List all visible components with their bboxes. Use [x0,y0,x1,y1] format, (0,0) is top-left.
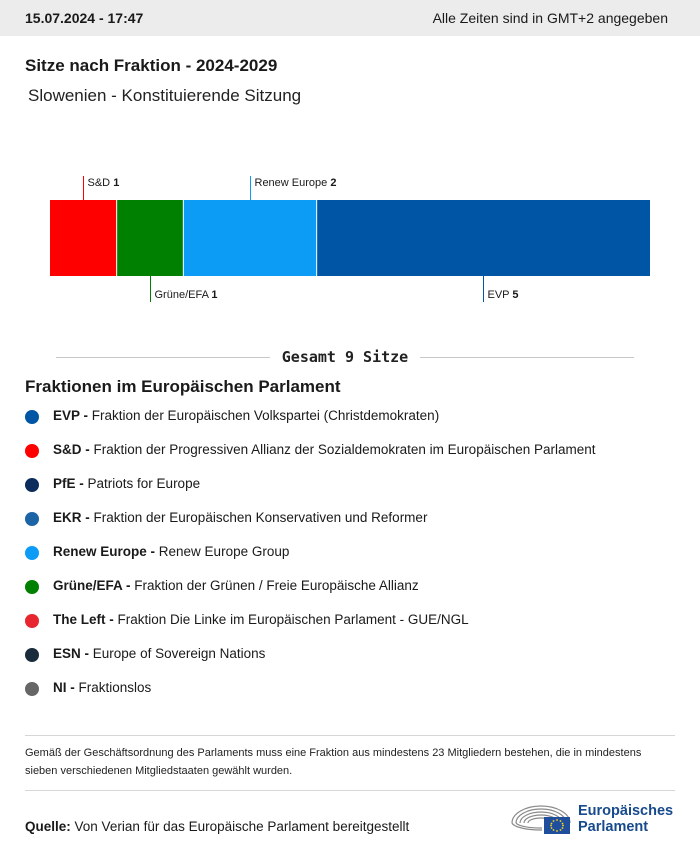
legend-name: Patriots for Europe [87,476,201,491]
legend-item [25,610,685,644]
legend-abbr: EVP - [53,408,89,423]
logo-line-1: Europäisches [578,803,674,819]
bar-segment [50,200,117,276]
legend-color-dot [25,410,39,424]
legend-color-dot [25,512,39,526]
legend-text [53,440,596,460]
legend-name: Fraktion der Grünen / Freie Europäische Allianz [134,578,419,593]
bar-label [88,177,120,189]
total-seats [56,346,634,368]
legend-color-dot [25,614,39,628]
total-divider-left [56,357,270,358]
logo-line-2: Parlament [578,819,649,835]
legend-name: Fraktionslos [78,680,152,695]
bar-label-value: 2 [330,177,337,189]
bar-segment [183,200,316,276]
legend-text [53,576,419,596]
bar-label-name: Renew Europe [254,177,331,189]
legend-title: Fraktionen im Europäischen Parlament [25,377,341,396]
legend-abbr: The Left - [53,612,114,627]
page-subtitle: Slowenien - Konstituierende Sitzung [28,86,302,105]
legend-text [53,474,200,494]
source-text: Von Verian für das Europäische Parlament bereitgestellt [74,819,410,834]
legend-color-dot [25,648,39,662]
european-parliament-logo [508,797,678,837]
legend-name: Fraktion der Europäischen Volkspartei (Christdemokraten) [91,408,440,423]
bar-label-value: 1 [113,177,120,189]
bar-segment [317,200,650,276]
source-label: Quelle: [25,819,71,834]
legend-name: Fraktion der Progressiven Allianz der Sozialdemokraten im Europäischen Parlament [93,442,596,457]
seat-bar-chart [0,160,700,320]
legend-text [53,644,265,664]
legend-text [53,542,289,562]
legend-color-dot [25,580,39,594]
total-divider-right [420,357,634,358]
bar-label-name: S&D [87,177,114,189]
page-title: Sitze nach Fraktion - 2024-2029 [25,56,278,75]
legend-text [53,508,427,528]
legend-item [25,678,685,712]
legend-name: Fraktion Die Linke im Europäischen Parlament - GUE/NGL [117,612,469,627]
legend-item [25,508,685,542]
legend-color-dot [25,444,39,458]
legend-text [53,406,439,426]
legend-item [25,644,685,678]
bar-label [255,177,337,189]
legend-name: Fraktion der Europäischen Konservativen und Reformer [93,510,428,525]
legend-abbr: Grüne/EFA - [53,578,131,593]
legend-item [25,440,685,474]
top-bar [0,0,700,36]
legend-name: Renew Europe Group [158,544,290,559]
bar-label-value: 1 [211,289,218,301]
legend-list [25,406,685,712]
timestamp: 15.07.2024 - 17:47 [25,10,144,26]
legend-color-dot [25,682,39,696]
timezone-note: Alle Zeiten sind in GMT+2 angegeben [432,10,668,26]
legend-item [25,406,685,440]
legend-item [25,576,685,610]
legend-abbr: PfE - [53,476,84,491]
source-line [25,819,409,834]
legend-text [53,610,469,630]
legend-color-dot [25,478,39,492]
bar-label [488,289,519,301]
total-seats-label: Gesamt 9 Sitze [281,348,409,366]
legend-color-dot [25,546,39,560]
bar-segment [117,200,184,276]
legend-item [25,474,685,508]
bar-label-name: EVP [487,289,513,301]
legend-abbr: EKR - [53,510,90,525]
legend-abbr: NI - [53,680,75,695]
legend-abbr: Renew Europe - [53,544,156,559]
legend-abbr: S&D - [53,442,90,457]
footnote: Gemäß der Geschäftsordnung des Parlaments muss eine Fraktion aus mindestens 23 Mitgliedern bestehen, die in mindestens sieben verschiedenen Mitgliedstaaten gewählt wurden. [25,735,675,791]
bar-label-name: Grüne/EFA [154,289,212,301]
legend-abbr: ESN - [53,646,90,661]
bar-label [155,289,218,301]
logo-wordmark [578,803,673,835]
bar-label-value: 5 [512,289,519,301]
european-parliament-logo-icon [508,797,574,837]
legend-name: Europe of Sovereign Nations [92,646,266,661]
legend-text [53,678,151,698]
legend-item [25,542,685,576]
